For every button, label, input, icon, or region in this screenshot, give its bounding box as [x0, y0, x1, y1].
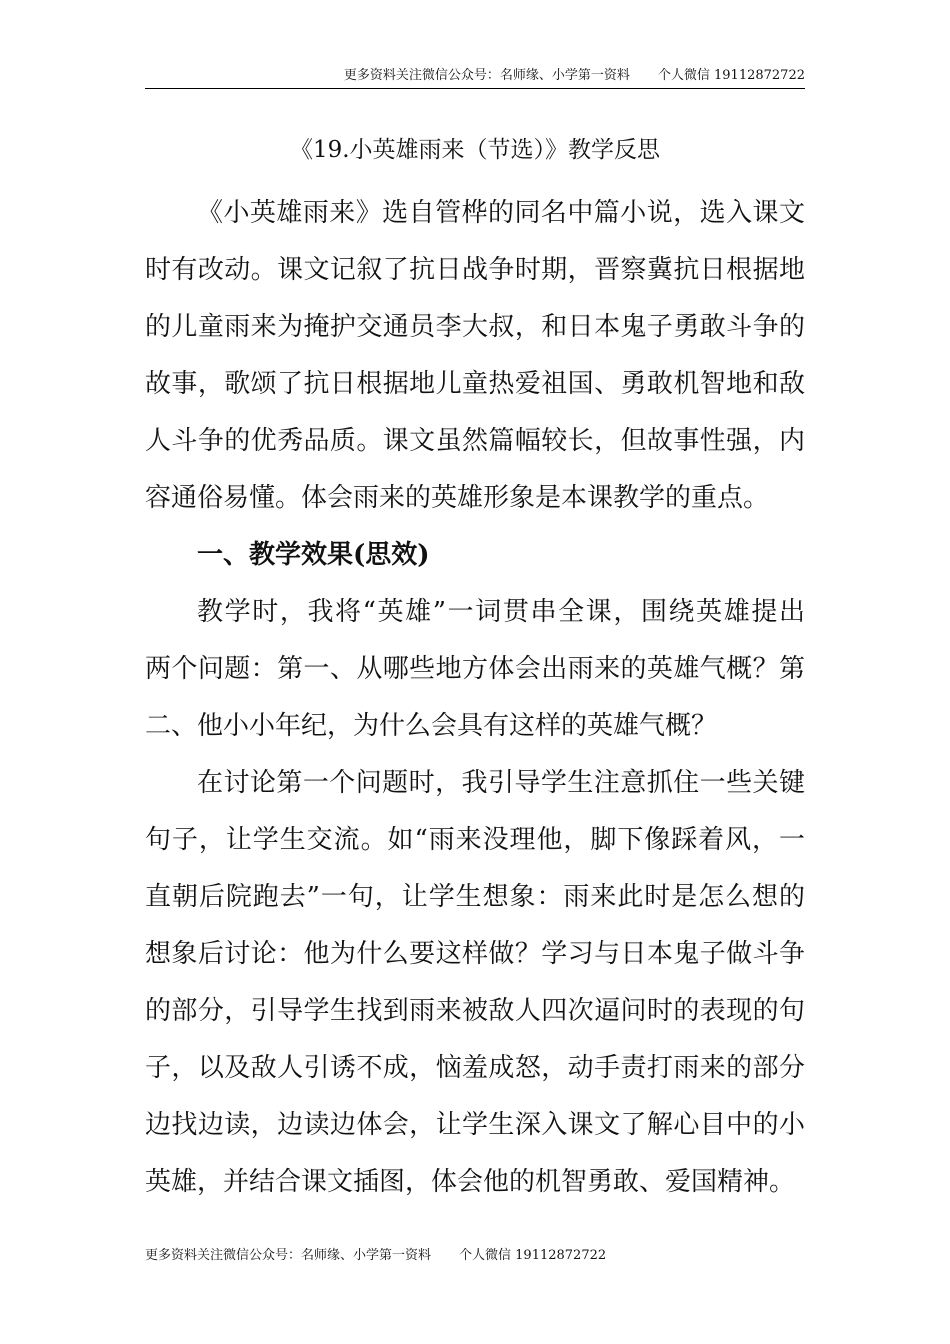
paragraph-1-line-4: 故事，歌颂了抗日根据地儿童热爱祖国、勇敢机智地和敌 [145, 369, 805, 399]
paragraph-2-line-2: 两个问题：第一、从哪些地方体会出雨来的英雄气概？第 [145, 654, 805, 684]
page-footer [145, 1246, 805, 1266]
section-heading: 一、教学效果(思效) [197, 540, 430, 570]
paragraph-2-line-1: 教学时，我将“英雄”一词贯串全课，围绕英雄提出 [197, 597, 805, 627]
document-body [145, 185, 805, 1211]
paragraph-3-line-3: 直朝后院跑去”一句，让学生想象：雨来此时是怎么想的 [145, 882, 805, 912]
paragraph-3-line-5: 的部分，引导学生找到雨来被敌人四次逼问时的表现的句 [145, 996, 805, 1026]
paragraph-2-line-3: 二、他小小年纪，为什么会具有这样的英雄气概？ [145, 711, 718, 741]
page-header [145, 66, 805, 86]
header-divider [145, 88, 805, 89]
footer-text: 更多资料关注微信公众号：名师缘、小学第一资料 [145, 1248, 432, 1263]
paragraph-3-line-8: 英雄，并结合课文插图，体会他的机智勇敢、爱国精神。 [145, 1167, 796, 1197]
paragraph-1-line-2: 时有改动。课文记叙了抗日战争时期，晋察冀抗日根据地 [145, 255, 805, 285]
header-text: 更多资料关注微信公众号：名师缘、小学第一资料 [343, 68, 630, 83]
paragraph-1-line-5: 人斗争的优秀品质。课文虽然篇幅较长，但故事性强，内 [145, 426, 805, 456]
paragraph-3-line-6: 子，以及敌人引诱不成，恼羞成怒，动手责打雨来的部分 [145, 1053, 805, 1083]
header-contact: 个人微信 19112872722 [657, 68, 805, 83]
paragraph-1-line-1: 《小英雄雨来》选自管桦的同名中篇小说，选入课文 [197, 198, 805, 228]
paragraph-1-line-6: 容通俗易懂。体会雨来的英雄形象是本课教学的重点。 [145, 483, 770, 513]
paragraph-3-line-2: 句子，让学生交流。如“雨来没理他，脚下像踩着风，一 [145, 825, 805, 855]
paragraph-3-line-1: 在讨论第一个问题时，我引导学生注意抓住一些关键 [197, 768, 805, 798]
document-title: 《19.小英雄雨来（节选）》教学反思 [289, 137, 661, 163]
paragraph-3-line-4: 想象后讨论：他为什么要这样做？学习与日本鬼子做斗争 [145, 939, 805, 969]
paragraph-1-line-3: 的儿童雨来为掩护交通员李大叔，和日本鬼子勇敢斗争的 [145, 312, 805, 342]
paragraph-3-line-7: 边找边读，边读边体会，让学生深入课文了解心目中的小 [145, 1110, 805, 1140]
footer-contact: 个人微信 19112872722 [459, 1248, 607, 1263]
